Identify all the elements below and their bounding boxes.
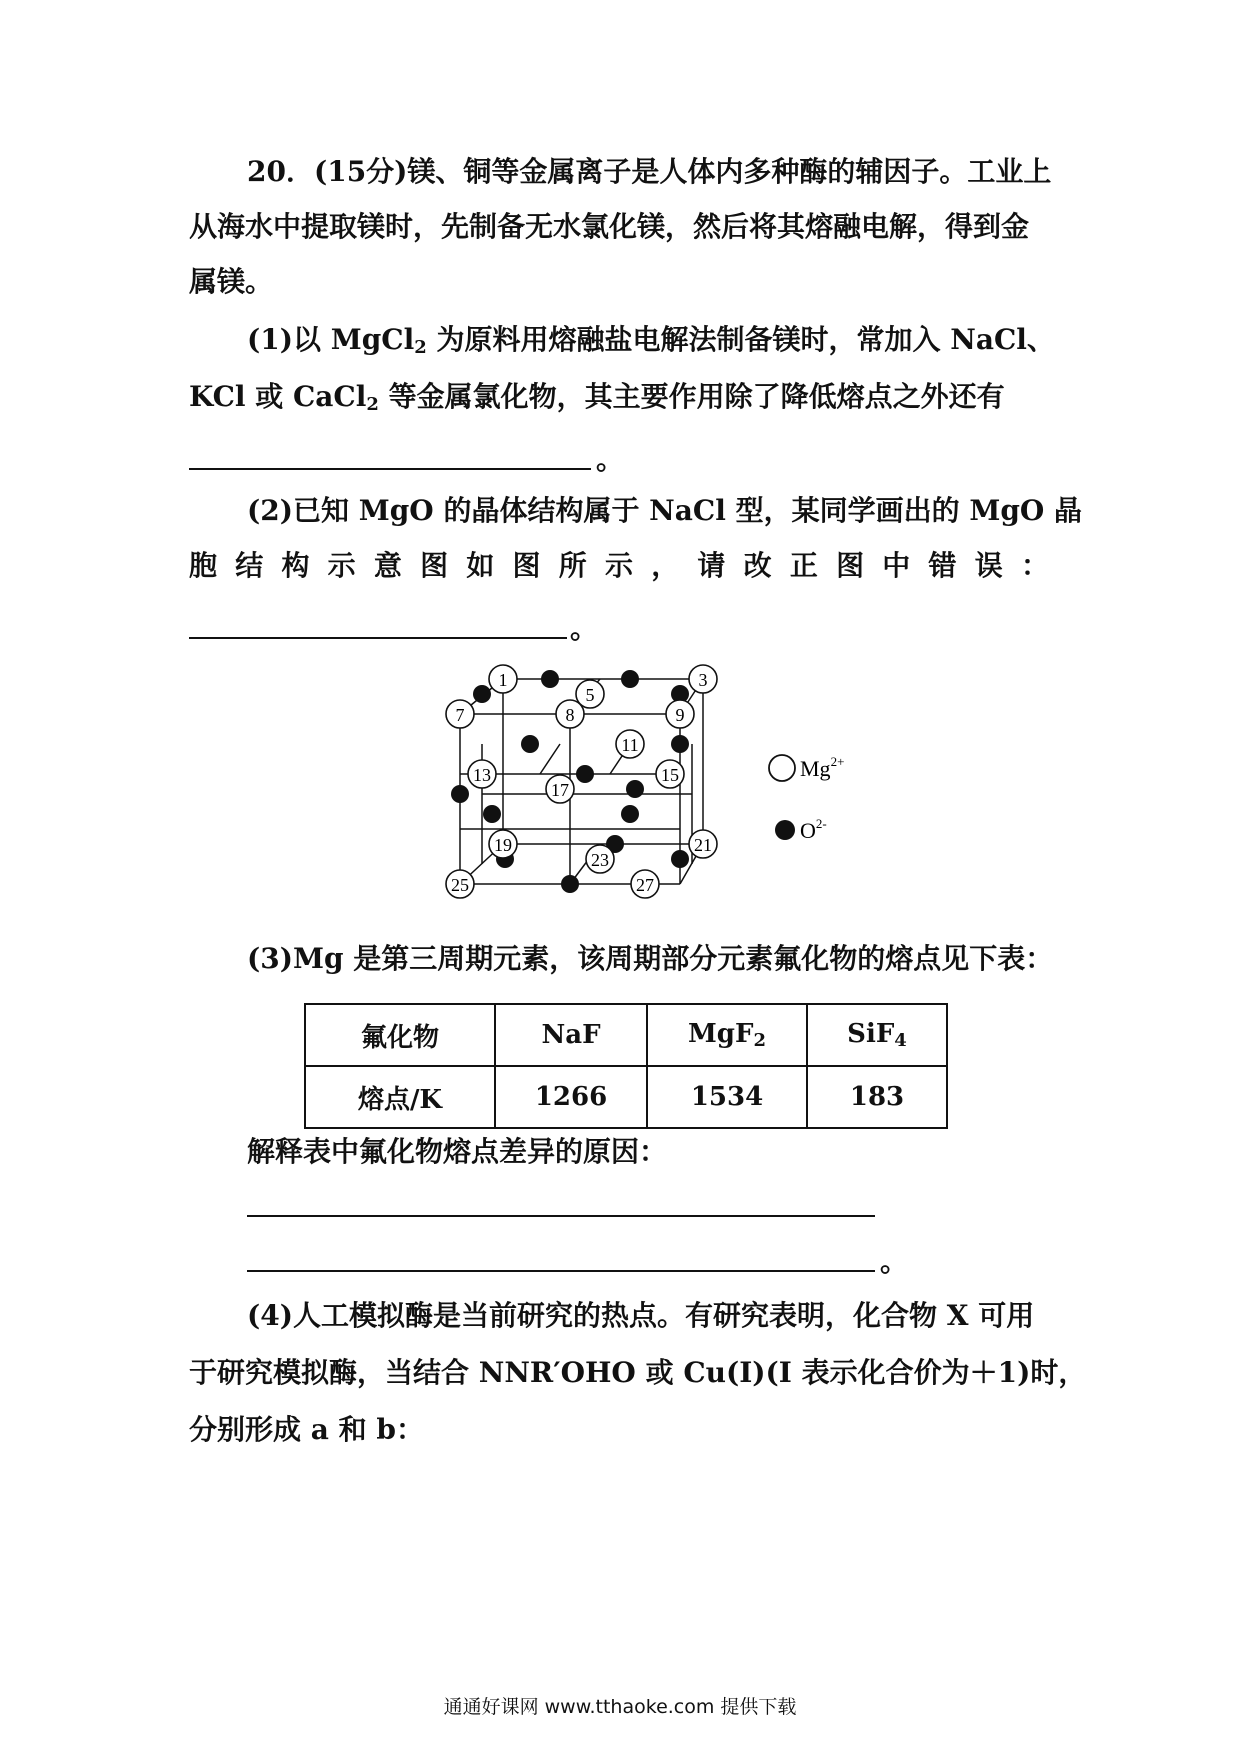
spaced-char: 胞	[189, 549, 218, 582]
q20-line-2: 从海水中提取镁时，先制备无水氯化镁，然后将其熔融电解，得到金	[189, 210, 1030, 243]
mg2-ion-number: 19	[494, 835, 512, 855]
mgo-unit-cell-diagram	[430, 664, 870, 934]
spaced-char: ：	[1020, 549, 1049, 582]
o2-ion-dot	[483, 805, 501, 823]
answer-blank-1[interactable]	[189, 468, 591, 470]
table-cell: 1534	[647, 1066, 807, 1128]
mg2-ion-number: 13	[473, 765, 491, 785]
q20-line-3: 属镁。	[189, 265, 274, 298]
table-header-cell: NaF	[495, 1004, 647, 1066]
spaced-char: 改	[743, 549, 772, 582]
q20-line-1: 20．(15分)镁、铜等金属离子是人体内多种酶的辅因子。工业上	[247, 155, 1052, 188]
legend-mg-label: $Mg^{2+}$	[800, 754, 845, 781]
spaced-char: 示	[604, 549, 633, 582]
spaced-char: 图	[836, 549, 865, 582]
o2-ion-dot	[521, 735, 539, 753]
mg2-ion-number: 23	[591, 850, 609, 870]
o2-ion-dot	[473, 685, 491, 703]
o2-ion-dot	[671, 735, 689, 753]
answer-blank-2[interactable]	[189, 637, 567, 639]
o2-ion-dot	[626, 780, 644, 798]
o2-ion-dot	[671, 850, 689, 868]
spaced-char: 请	[697, 549, 726, 582]
part3-line-1: (3)Mg 是第三周期元素，该周期部分元素氟化物的熔点见下表：	[247, 942, 1054, 975]
mg2-ion-number: 27	[636, 875, 654, 895]
part1-line-1: (1)以 MgCl$_2$ 为原料用熔融盐电解法制备镁时，常加入 NaCl、	[247, 323, 1055, 358]
mg2-ion-number: 9	[675, 705, 685, 725]
legend-mg-circle	[769, 755, 795, 781]
mg2-ion-number: 7	[455, 705, 465, 725]
table-cell: 1266	[495, 1066, 647, 1128]
spaced-char: 错	[928, 549, 957, 582]
mg2-ion-number: 11	[621, 735, 639, 755]
spaced-char: 正	[789, 549, 818, 582]
table-row	[305, 1066, 947, 1128]
mg2-ion-number: 15	[661, 765, 679, 785]
part1-line-2: KCl 或 CaCl$_2$ 等金属氯化物，其主要作用除了降低熔点之外还有	[189, 380, 1005, 415]
period-1: 。	[596, 443, 625, 476]
table-header-cell: MgF$_2$	[647, 1004, 807, 1066]
o2-ion-dot	[561, 875, 579, 893]
legend-o-dot	[775, 820, 795, 840]
mg2-ion-number: 3	[698, 670, 708, 690]
spaced-char: 结	[235, 549, 264, 582]
part4-line-2: 于研究模拟酶，当结合 NNR′OHO 或 Cu(I)(I 表示化合价为＋1)时，	[189, 1356, 1087, 1389]
mg2-ion-number: 25	[451, 875, 469, 895]
answer-blank-3[interactable]	[247, 1215, 875, 1217]
legend	[769, 754, 844, 843]
answer-blank-4[interactable]	[247, 1270, 875, 1272]
part4-line-3: 分别形成 a 和 b：	[189, 1413, 424, 1446]
period-3: 。	[880, 1245, 909, 1278]
spaced-char: 中	[882, 549, 911, 582]
table-header-cell: 氟化物	[305, 1004, 495, 1066]
part4-line-1: (4)人工模拟酶是当前研究的热点。有研究表明，化合物 X 可用	[247, 1299, 1035, 1332]
part3-explain: 解释表中氟化物熔点差异的原因：	[247, 1135, 668, 1168]
spaced-char: 构	[281, 549, 310, 582]
legend-o-label: $O^{2-}$	[800, 816, 827, 843]
mg2-ion-number: 8	[565, 705, 575, 725]
spaced-char: 示	[327, 549, 356, 582]
o2-ion-dot	[451, 785, 469, 803]
part2-line-1: (2)已知 MgO 的晶体结构属于 NaCl 型，某同学画出的 MgO 晶	[247, 494, 1083, 527]
spaced-char: 图	[512, 549, 541, 582]
spaced-char: 误	[974, 549, 1003, 582]
period-2: 。	[570, 612, 599, 645]
o2-ion-dot	[576, 765, 594, 783]
table-row	[305, 1004, 947, 1066]
spaced-char: 所	[558, 549, 587, 582]
footer-credit: 通通好课网 www.tthaoke.com 提供下载	[443, 1696, 797, 1718]
mg2-ion-number: 5	[585, 685, 595, 705]
mg2-ion-number: 1	[498, 670, 508, 690]
table-cell: 熔点/K	[305, 1066, 495, 1128]
mg2-ion-number: 21	[694, 835, 712, 855]
spaced-char: 意	[373, 549, 402, 582]
fluoride-melting-point-table	[304, 1003, 948, 1129]
o2-ion-dot	[541, 670, 559, 688]
part2-line-2	[189, 549, 1049, 582]
mg2-ion-number: 17	[551, 780, 569, 800]
o2-ion-dot	[621, 670, 639, 688]
spaced-char: ，	[651, 549, 680, 582]
table-header-cell: SiF$_4$	[807, 1004, 947, 1066]
spaced-char: 图	[420, 549, 449, 582]
spaced-char: 如	[466, 549, 495, 582]
o2-ion-dot	[621, 805, 639, 823]
table-cell: 183	[807, 1066, 947, 1128]
